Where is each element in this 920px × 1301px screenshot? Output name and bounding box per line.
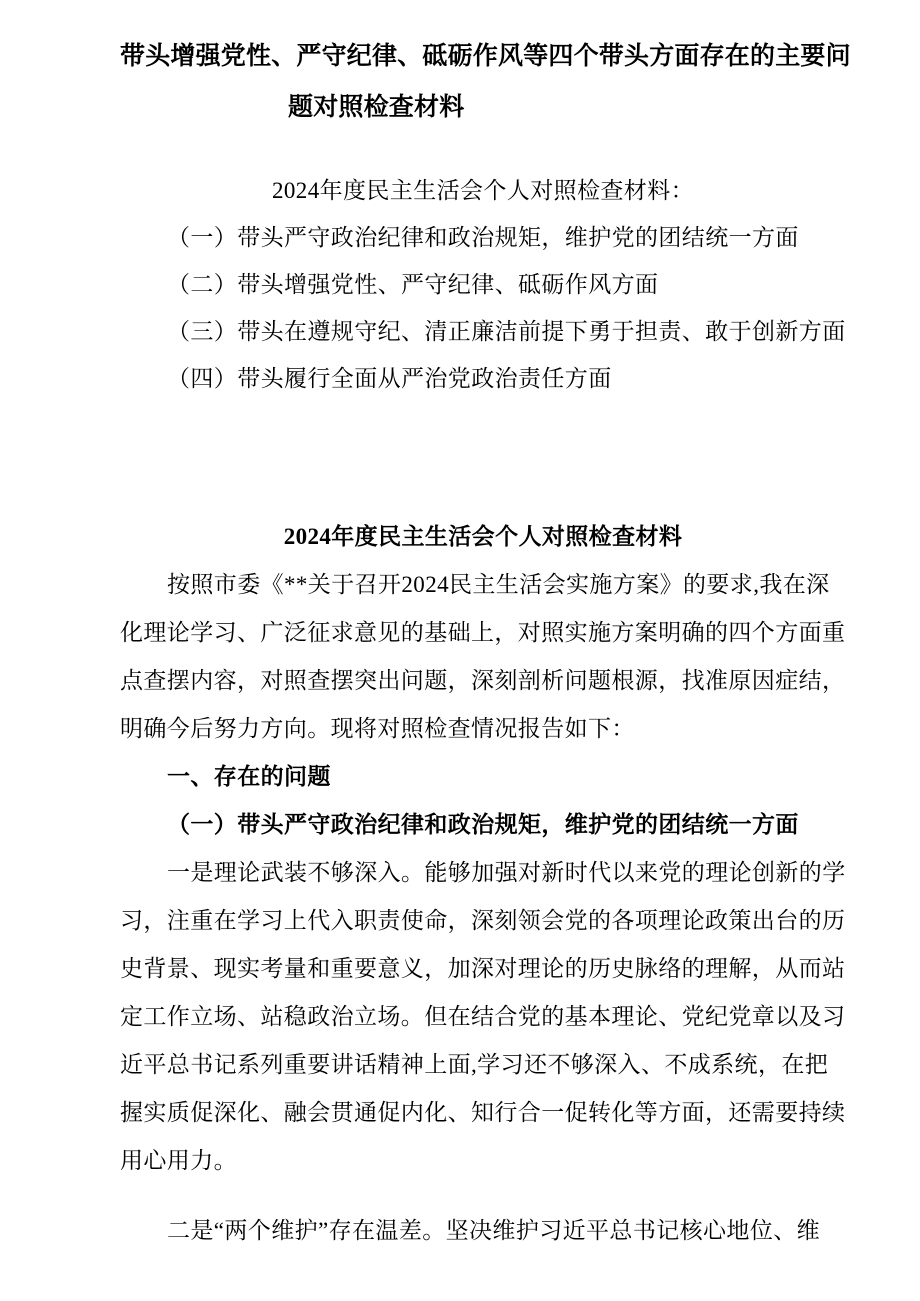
document-title-line2: 题对照检查材料 <box>288 93 465 121</box>
intro-paragraph-line: 按照市委《**关于召开2024民主生活会实施方案》的要求,我在深 <box>167 572 830 597</box>
issues-subheading: （一）带头严守政治纪律和政治规矩，维护党的团结统一方面 <box>167 812 799 837</box>
body-heading: 2024年度民主生活会个人对照检查材料 <box>283 524 683 549</box>
issues-heading: 一、存在的问题 <box>167 764 331 789</box>
intro-paragraph-line: 点查摆内容，对照查摆突出问题，深刻剖析问题根源，找准原因症结， <box>120 668 846 693</box>
intro-paragraph-line: 化理论学习、广泛征求意见的基础上，对照实施方案明确的四个方面重 <box>120 620 846 645</box>
document-body <box>120 513 846 1255</box>
point1-line: 用心用力。 <box>120 1148 237 1173</box>
point1-line: 史背景、现实考量和重要意义，加深对理论的历史脉络的理解，从而站 <box>120 956 846 981</box>
point1-line: 一是理论武装不够深入。能够加强对新时代以来党的理论创新的学 <box>167 860 846 885</box>
point1-line: 习，注重在学习上代入职责使命，深刻领会党的各项理论政策出台的历 <box>120 908 846 933</box>
document-title-line1: 带头增强党性、严守纪律、砥砺作风等四个带头方面存在的主要问 <box>120 42 851 70</box>
point1-line: 近平总书记系列重要讲话精神上面,学习还不够深入、不成系统，在把 <box>120 1052 829 1077</box>
point1-line: 定工作立场、站稳政治立场。但在结合党的基本理论、党纪党章以及习 <box>120 1004 846 1029</box>
point2-line: 二是“两个维护”存在温差。坚决维护习近平总书记核心地位、维 <box>167 1218 821 1243</box>
toc-item: （三）带头在遵规守纪、清正廉洁前提下勇于担责、敢于创新方面 <box>167 319 846 344</box>
point1-line: 握实质促深化、融会贯通促内化、知行合一促转化等方面，还需要持续 <box>120 1100 846 1125</box>
toc-item: （二）带头增强党性、严守纪律、砥砺作风方面 <box>167 272 659 297</box>
toc-item: （四）带头履行全面从严治党政治责任方面 <box>167 366 612 391</box>
toc-block <box>120 167 846 402</box>
intro-paragraph-line: 明确今后努力方向。现将对照检查情况报告如下： <box>120 716 635 741</box>
toc-item: （一）带头严守政治纪律和政治规矩，维护党的团结统一方面 <box>167 225 799 250</box>
toc-heading: 2024年度民主生活会个人对照检查材料： <box>272 178 694 203</box>
